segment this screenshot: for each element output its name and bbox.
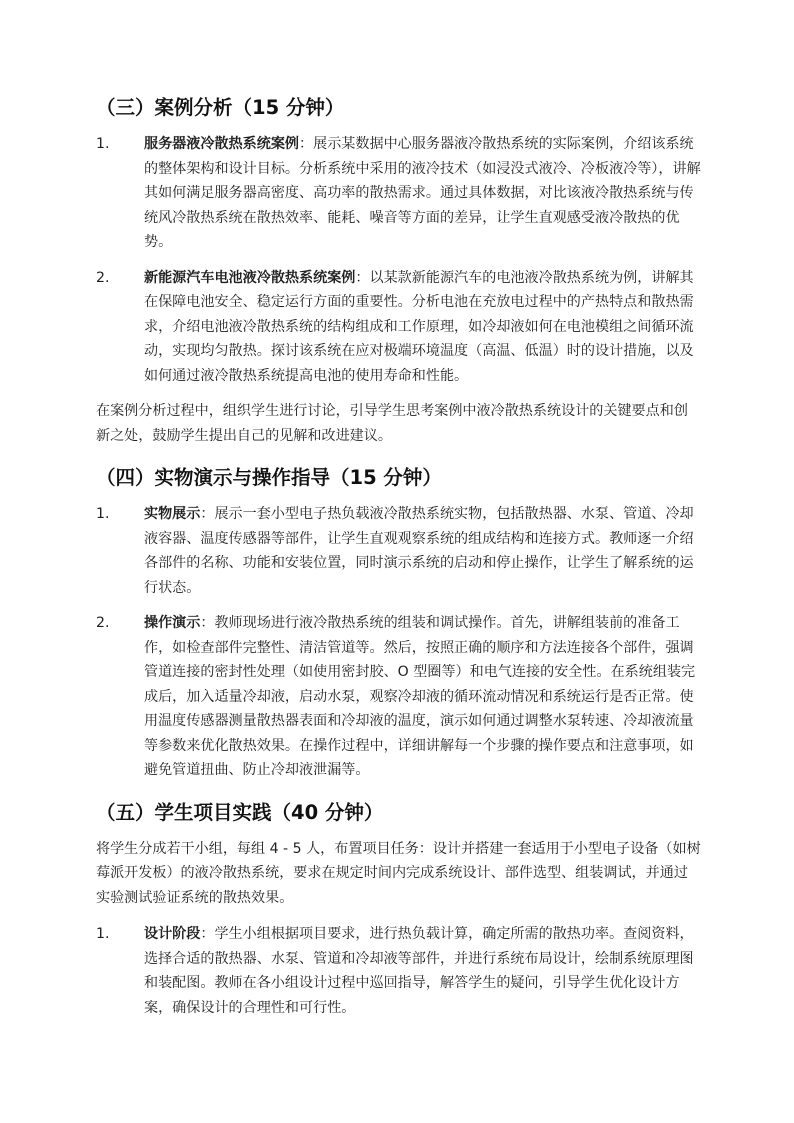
item-label: 实物展示 — [144, 506, 201, 522]
numbered-list — [96, 502, 702, 783]
item-label: 设计阶段 — [144, 926, 201, 942]
section-student-project — [96, 797, 702, 1021]
item-text: ：以某款新能源汽车的电池液冷散热系统为例，讲解其在保障电池安全、稳定运行方面的重要性。分析电池在充放电过程中的产热特点和散热需求，介绍电池液冷散热系统的结构组成和工作原理，如冷却液如何在电池模组之间循环流动，实现均匀散热。探讨该系统在应对极端环境温度（高温、低温）时的设计措施，以及如何通过液冷散热系统提高电池的使用寿命和性能。 — [144, 269, 694, 384]
numbered-list — [96, 922, 702, 1020]
list-item — [96, 922, 702, 1020]
list-item — [96, 132, 702, 255]
section-title: （三）案例分析（15 分钟） — [96, 96, 345, 119]
list-number: 1. — [96, 506, 110, 522]
list-item — [96, 266, 702, 389]
list-item — [96, 502, 702, 600]
item-text: ：展示一套小型电子热负载液冷散热系统实物，包括散热器、水泵、管道、冷却液容器、温度传感器等部件，让学生直观观察系统的组成结构和连接方式。教师逐一介绍各部件的名称、功能和安装位置，同时演示系统的启动和停止操作，让学生了解系统的运行状态。 — [144, 506, 694, 596]
item-text: ：展示某数据中心服务器液冷散热系统的实际案例，介绍该系统的整体架构和设计目标。分析系统中采用的液冷技术（如浸没式液冷、冷板液冷等），讲解其如何满足服务器高密度、高功率的散热需求。通过具体数据，对比该液冷散热系统与传统风冷散热系统在散热效率、能耗、噪音等方面的差异，让学生直观感受液冷散热的优势。 — [144, 136, 701, 250]
item-text: ：学生小组根据项目要求，进行热负载计算，确定所需的散热功率。查阅资料，选择合适的散热器、水泵、管道和冷却液等部件，并进行系统布局设计，绘制系统原理图和装配图。教师在各小组设计过程中巡回指导，解答学生的疑问，引导学生优化设计方案，确保设计的合理性和可行性。 — [144, 926, 694, 1016]
document-page — [96, 92, 702, 1031]
paragraph: 将学生分成若干小组，每组 4 - 5 人，布置项目任务：设计并搭建一套适用于小型电子设备（如树莓派开发板）的液冷散热系统，要求在规定时间内完成系统设计、部件选型、组装调试，并通过实验测试验证系统的散热效果。 — [96, 840, 701, 906]
item-label: 服务器液冷散热系统案例 — [144, 136, 300, 152]
numbered-list — [96, 132, 702, 388]
section-title: （四）实物演示与操作指导（15 分钟） — [96, 466, 442, 489]
item-text: ：教师现场进行液冷散热系统的组装和调试操作。首先，讲解组装前的准备工作，如检查部件完整性、清洁管道等。然后，按照正确的顺序和方法连接各个部件，强调管道连接的密封性处理（如使用密封胶、O 型圈等）和电气连接的安全性。在系统组装完成后，加入适量冷却液，启动水泵，观察冷却液的循环流动情况和系统运行是否正常。使用温度传感器测量散热器表面和冷却液的温度，演示如何通过调整水泵转速、冷却液流量等参数来优化散热效果。在操作过程中，详细讲解每一个步骤的操作要点和注意事项，如避免管道扭曲、防止冷却液泄漏等。 — [144, 615, 696, 778]
list-number: 2. — [96, 269, 110, 286]
paragraph: 在案例分析过程中，组织学生进行讨论，引导学生思考案例中液冷散热系统设计的关键要点和创新之处，鼓励学生提出自己的见解和改进建议。 — [96, 403, 688, 444]
section-demo — [96, 462, 702, 783]
list-number: 2. — [96, 615, 110, 631]
list-item — [96, 611, 702, 783]
item-label: 新能源汽车电池液冷散热系统案例 — [144, 269, 356, 286]
list-number: 1. — [96, 926, 110, 942]
item-label: 操作演示 — [144, 615, 201, 631]
section-case-analysis — [96, 92, 702, 448]
section-title: （五）学生项目实践（40 分钟） — [96, 800, 384, 824]
list-number: 1. — [96, 136, 110, 152]
